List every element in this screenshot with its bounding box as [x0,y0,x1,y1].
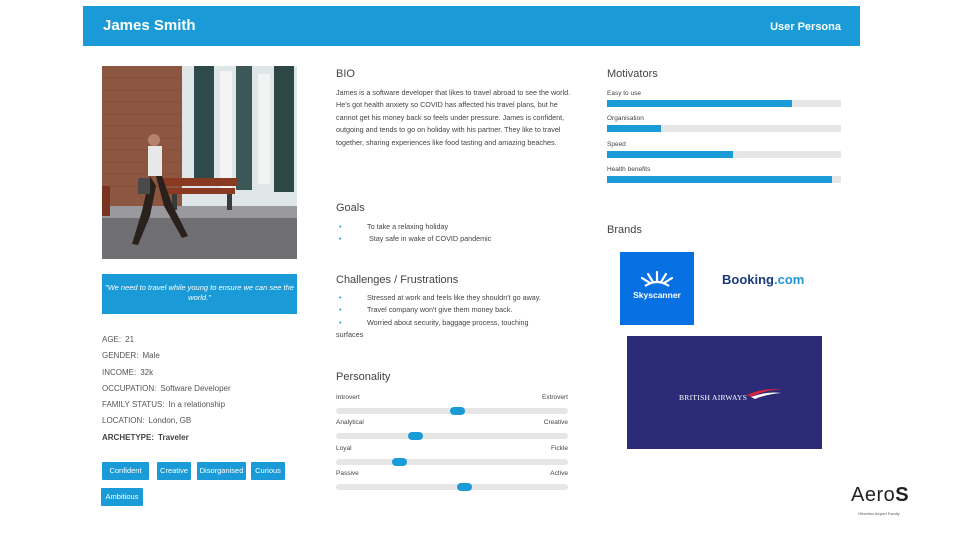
bio-title: BIO [336,68,355,80]
header-bar [83,6,860,46]
scale-track [336,408,568,414]
personality-scale-passive-active [336,469,568,490]
persona-quote: "We need to travel while young to ensure we can see the world." [102,274,297,314]
detail-value: London, GB [148,416,192,426]
detail-label: INCOME: [102,367,137,377]
header-subtitle: User Persona [770,21,841,33]
detail-value: 21 [125,335,135,344]
scale-knob [392,458,407,466]
bullet-icon: • [339,317,342,327]
scale-left-label: Analytical [336,419,364,426]
detail-value: 32k [140,367,154,377]
motivator-label: Speed [607,141,626,148]
trait-tag-confident: Confident [102,462,149,480]
motivator-label: Health benefits [607,166,651,173]
motivator-track [607,100,841,107]
bullet-icon: • [339,234,342,244]
scale-right-label: Extrovert [541,394,568,401]
detail-label: OCCUPATION: [102,383,157,393]
trait-tag-curious: Curious [251,462,285,480]
detail-age [102,335,302,351]
british-airways-logo [627,336,822,449]
detail-label: ARCHETYPE: [102,432,155,442]
list-item [336,317,541,329]
trait-tag-ambitious: Ambitious [101,488,143,506]
scale-right-label: Active [550,470,568,477]
persona-details [102,335,302,449]
motivator-speed [607,140,841,158]
goals-list [336,221,491,246]
detail-archetype [102,433,302,449]
booking-wordmark: Booking [722,272,774,287]
skyscanner-logo [620,252,694,325]
british-airways-wordmark: BRITISH AIRWAYS [679,393,748,402]
detail-value: Male [142,351,160,361]
trait-tag-creative: Creative [157,462,191,480]
scale-right-label: Fickle [551,445,568,452]
detail-income [102,368,302,384]
brands-title: Brands [607,224,642,236]
detail-location [102,416,302,432]
aeros-logo [851,484,909,507]
list-item [336,292,541,304]
scale-track [336,484,568,490]
motivator-label: Organisation [607,115,644,122]
challenges-list [336,292,541,342]
scale-left-label: Passive [336,470,359,477]
aeros-wordmark-accent: S [895,484,910,506]
scale-left-label: Introvert [336,394,360,401]
goal-text: To take a relaxing holiday [367,222,449,231]
persona-name: James Smith [103,17,196,34]
aeros-wordmark: Aero [851,484,896,506]
scale-knob [450,407,465,415]
personality-scale-introvert-extrovert [336,393,568,414]
detail-label: GENDER: [102,351,139,361]
detail-label: FAMILY STATUS: [102,400,165,410]
motivator-easy-to-use [607,89,841,107]
motivator-organisation [607,114,841,132]
skyscanner-wordmark: Skyscanner [633,290,681,300]
detail-label: LOCATION: [102,416,145,426]
list-item-continuation [336,329,541,341]
challenges-title: Challenges / Frustrations [336,274,459,286]
motivator-health-benefits [607,165,841,183]
list-item [336,221,491,233]
motivator-track [607,125,841,132]
goal-text: Stay safe in wake of COVID pandemic [369,234,492,244]
booking-suffix: .com [774,272,805,287]
challenge-text: Travel company won't give them money back. [367,305,513,315]
motivator-fill [607,151,733,158]
motivator-label: Easy to use [607,90,641,97]
detail-value: Software Developer [160,383,231,393]
detail-value: Traveler [158,432,189,442]
detail-family-status [102,400,302,416]
aeros-tagline: Otherlinc Airport Family [858,511,900,516]
personality-title: Personality [336,371,391,383]
scale-left-label: Loyal [336,445,352,452]
bullet-icon: • [339,222,342,231]
motivator-fill [607,125,661,132]
scale-track [336,433,568,439]
speedmarque-icon [745,387,785,401]
scale-track [336,459,568,465]
sunrise-icon [620,252,694,288]
challenge-text: Worried about security, baggage process, touching [367,317,529,327]
detail-occupation [102,384,302,400]
scale-right-label: Creative [543,419,568,426]
motivator-track [607,176,841,183]
goals-title: Goals [336,202,365,214]
challenge-text: surfaces [336,330,364,340]
detail-gender [102,351,302,367]
list-item [336,304,541,316]
scale-knob [408,432,423,440]
detail-value: In a relationship [168,400,226,410]
scale-knob [457,483,472,491]
personality-scale-loyal-fickle [336,444,568,465]
list-item [336,233,491,245]
bio-text: James is a software developer that likes to travel abroad to see the world. He's got health anxiety so COVID has affected his travel plans, but he cannot get his money back so feels under pressure. James is confident, outgoing and tends to go on holiday with his partner. They like to travel together, sharing experiences like food tasting and amazing beaches. [336,88,571,147]
booking-logo [722,272,804,287]
trait-tag-disorganised: Disorganised [197,462,246,480]
bullet-icon: • [339,305,342,315]
personality-scale-analytical-creative [336,418,568,439]
persona-photo [102,66,297,259]
motivator-fill [607,100,792,107]
detail-label: AGE: [102,335,122,344]
motivators-title: Motivators [607,68,658,80]
bullet-icon: • [339,293,342,302]
challenge-text: Stressed at work and feels like they shouldn't go away. [367,293,541,302]
motivator-track [607,151,841,158]
motivator-fill [607,176,832,183]
